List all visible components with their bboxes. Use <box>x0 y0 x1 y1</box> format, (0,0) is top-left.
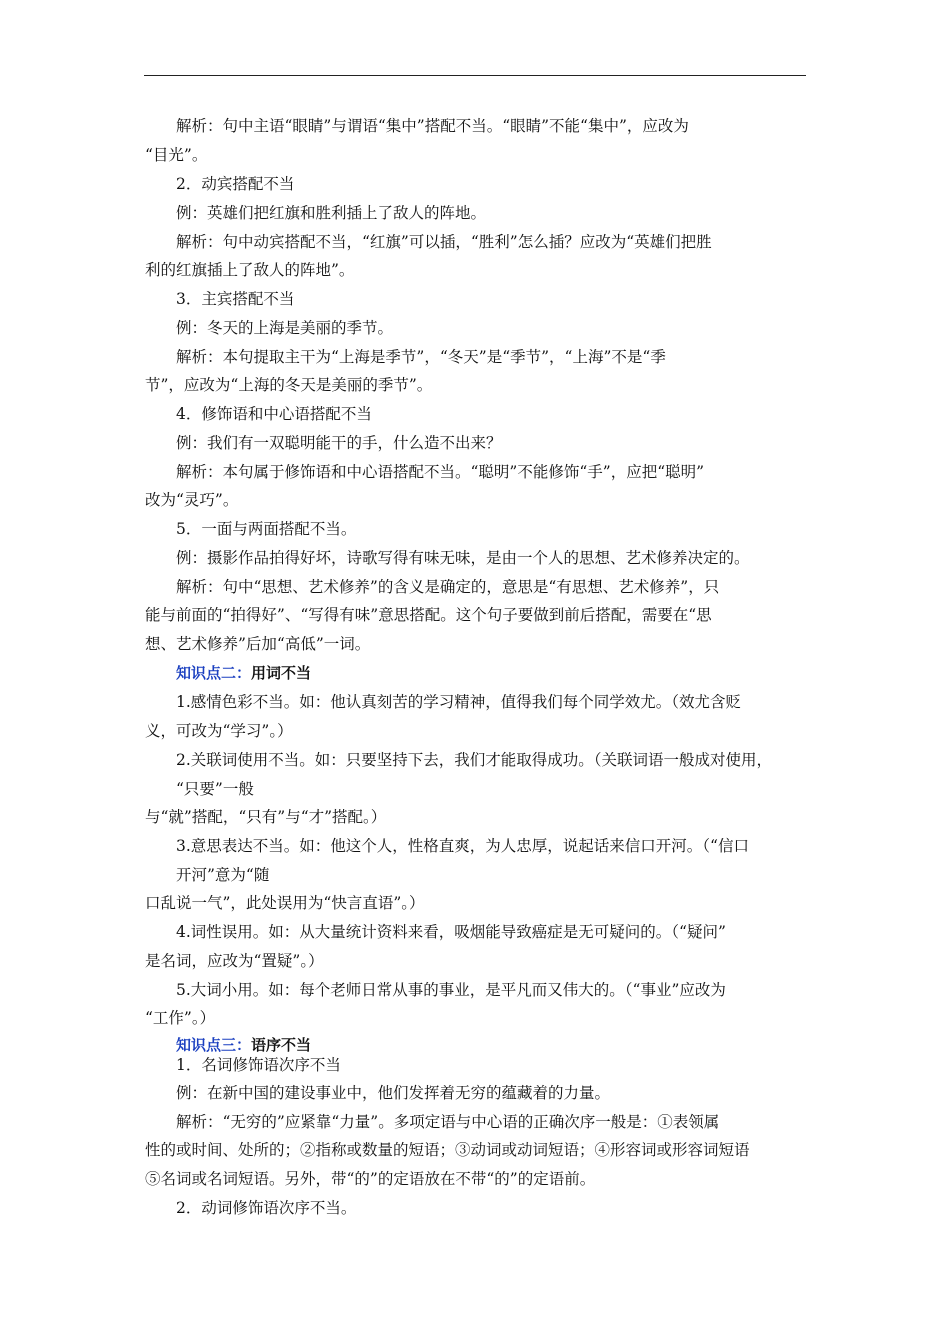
paragraph-line: 义，可改为“学习”。） <box>145 722 293 740</box>
section-heading-title: 语序不当 <box>251 1036 312 1054</box>
item-title: 2．动词修饰语次序不当。 <box>176 1199 357 1217</box>
paragraph-line: 性的或时间、处所的；②指称或数量的短语；③动词或动词短语；④形容词或形容词短语 <box>145 1141 750 1159</box>
example-line: 例：英雄们把红旗和胜利插上了敌人的阵地。 <box>176 204 487 222</box>
example-line: 例：冬天的上海是美丽的季节。 <box>176 319 394 337</box>
paragraph-line: 解析：句中动宾搭配不当，“红旗”可以插，“胜利”怎么插？应改为“英雄们把胜 <box>176 233 712 251</box>
section-heading <box>176 663 311 683</box>
paragraph-line: 4.词性误用。如：从大量统计资料来看，吸烟能导致癌症是无可疑问的。（“疑问” <box>176 923 726 941</box>
paragraph-line: 节”，应改为“上海的冬天是美丽的季节”。 <box>145 376 433 394</box>
paragraph-line: 5.大词小用。如：每个老师日常从事的事业，是平凡而又伟大的。（“事业”应改为 <box>176 981 726 999</box>
paragraph-line: 解析：句中“思想、艺术修养”的含义是确定的，意思是“有思想、艺术修养”，只 <box>176 578 720 596</box>
paragraph-line: “工作”。） <box>145 1009 216 1027</box>
paragraph-line: 改为“灵巧”。 <box>145 491 239 509</box>
item-title: 3．主宾搭配不当 <box>176 290 295 308</box>
paragraph-line: 解析：本句属于修饰语和中心语搭配不当。“聪明”不能修饰“手”，应把“聪明” <box>176 463 705 481</box>
paragraph-line: “只要”一般 <box>176 780 254 798</box>
item-title: 2．动宾搭配不当 <box>176 175 295 193</box>
paragraph-line: 口乱说一气”，此处误用为“快言直语”。） <box>145 894 425 912</box>
paragraph-line: ⑤名词或名词短语。另外，带“的”的定语放在不带“的”的定语前。 <box>145 1170 596 1188</box>
section-heading-key: 知识点三： <box>176 1036 252 1054</box>
paragraph-line: 3.意思表达不当。如：他这个人，性格直爽，为人忠厚，说起话来信口开河。（“信口 <box>176 837 749 855</box>
paragraph-line: 解析：本句提取主干为“上海是季节”，“冬天”是“季节”，“上海”不是“季 <box>176 348 666 366</box>
section-heading-title: 用词不当 <box>251 664 312 682</box>
paragraph-line: 开河”意为“随 <box>176 866 270 884</box>
paragraph-line: 解析：句中主语“眼睛”与谓语“集中”搭配不当。“眼睛”不能“集中”，应改为 <box>176 117 689 135</box>
paragraph-line: 想、艺术修养”后加“高低”一词。 <box>145 635 371 653</box>
paragraph-line: 是名词，应改为“置疑”。） <box>145 952 324 970</box>
section-heading <box>176 1035 311 1055</box>
section-heading-key: 知识点二： <box>176 664 252 682</box>
paragraph-line: 利的红旗插上了敌人的阵地”。 <box>145 261 355 279</box>
item-title: 4．修饰语和中心语搭配不当 <box>176 405 372 423</box>
header-rule <box>144 75 806 76</box>
item-title: 5．一面与两面搭配不当。 <box>176 520 357 538</box>
example-line: 例：在新中国的建设事业中，他们发挥着无穷的蕴藏着的力量。 <box>176 1084 611 1102</box>
paragraph-line: 能与前面的“拍得好”、“写得有味”意思搭配。这个句子要做到前后搭配，需要在“思 <box>145 606 712 624</box>
example-line: 例：我们有一双聪明能干的手，什么造不出来？ <box>176 434 502 452</box>
paragraph-line: 解析：“无穷的”应紧靠“力量”。多项定语与中心语的正确次序一般是：①表领属 <box>176 1113 720 1131</box>
paragraph-line: “目光”。 <box>145 146 208 164</box>
paragraph-line: 2.关联词使用不当。如：只要坚持下去，我们才能取得成功。（关联词语一般成对使用， <box>176 751 773 769</box>
paragraph-line: 1.感情色彩不当。如：他认真刻苦的学习精神，值得我们每个同学效尤。（效尤含贬 <box>176 693 742 711</box>
paragraph-line: 与“就”搭配，“只有”与“才”搭配。） <box>145 808 387 826</box>
example-line: 例：摄影作品拍得好坏，诗歌写得有味无味，是由一个人的思想、艺术修养决定的。 <box>176 549 750 567</box>
item-title: 1．名词修饰语次序不当 <box>176 1056 341 1074</box>
